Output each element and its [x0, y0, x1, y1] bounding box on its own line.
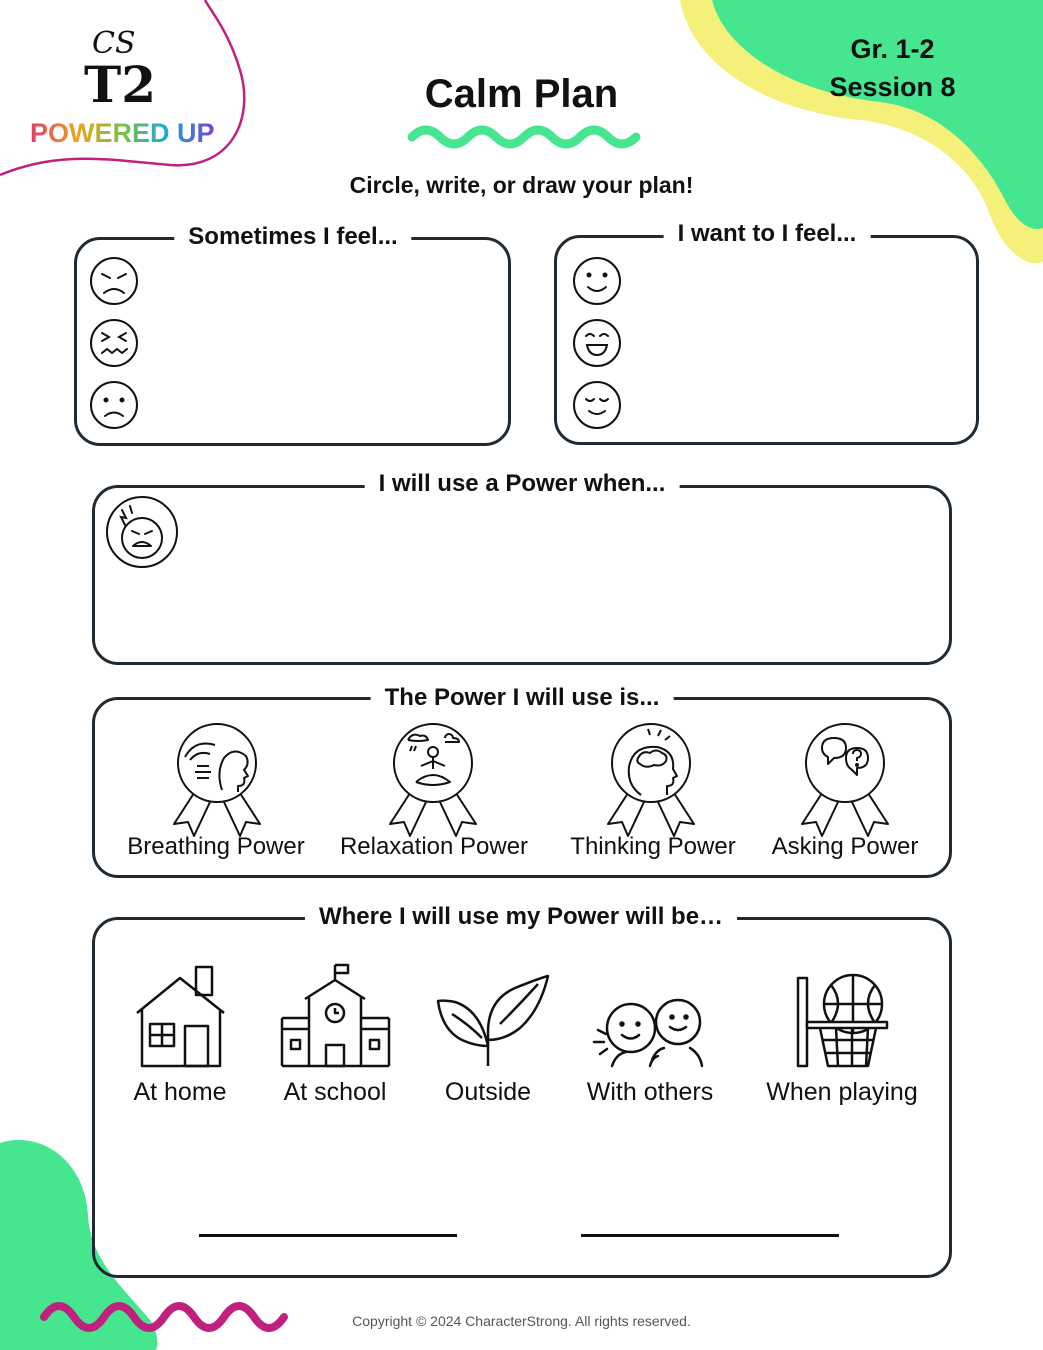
page-title: Calm Plan [424, 72, 619, 116]
place-label-school: At school [283, 1078, 387, 1106]
basketball-hoop-icon [798, 975, 887, 1066]
plant-icon [438, 976, 548, 1066]
logo-powered-up: POWERED UP [30, 118, 215, 148]
write-line-right[interactable] [581, 1234, 839, 1237]
instructions: Circle, write, or draw your plan! [349, 172, 694, 198]
power-where-title: Where I will use my Power will be… [305, 903, 737, 931]
want-feel-title: I want to I feel... [664, 220, 871, 248]
power-choice-title: The Power I will use is... [371, 684, 674, 712]
friends-icon [594, 1000, 702, 1066]
place-label-playing: When playing [766, 1078, 918, 1106]
logo-t2: T2 [84, 55, 156, 114]
copyright-footer: Copyright © 2024 CharacterStrong. All rights reserved. [352, 1313, 691, 1329]
place-label-others: With others [586, 1078, 714, 1106]
house-icon [137, 967, 224, 1066]
session-label: Session 8 [829, 72, 956, 102]
place-label-home: At home [133, 1078, 227, 1106]
power-when-title: I will use a Power when... [365, 470, 680, 498]
write-line-left[interactable] [199, 1234, 457, 1237]
sometimes-feel-title: Sometimes I feel... [174, 223, 411, 251]
logo-cs: CS [92, 26, 136, 61]
power-label-thinking: Thinking Power [570, 833, 736, 860]
power-label-breathing: Breathing Power [127, 833, 305, 860]
power-label-relaxation: Relaxation Power [339, 833, 529, 860]
grade-label: Gr. 1-2 [850, 34, 935, 64]
place-label-outside: Outside [444, 1078, 532, 1106]
power-label-asking: Asking Power [771, 833, 919, 860]
school-icon [282, 965, 389, 1066]
